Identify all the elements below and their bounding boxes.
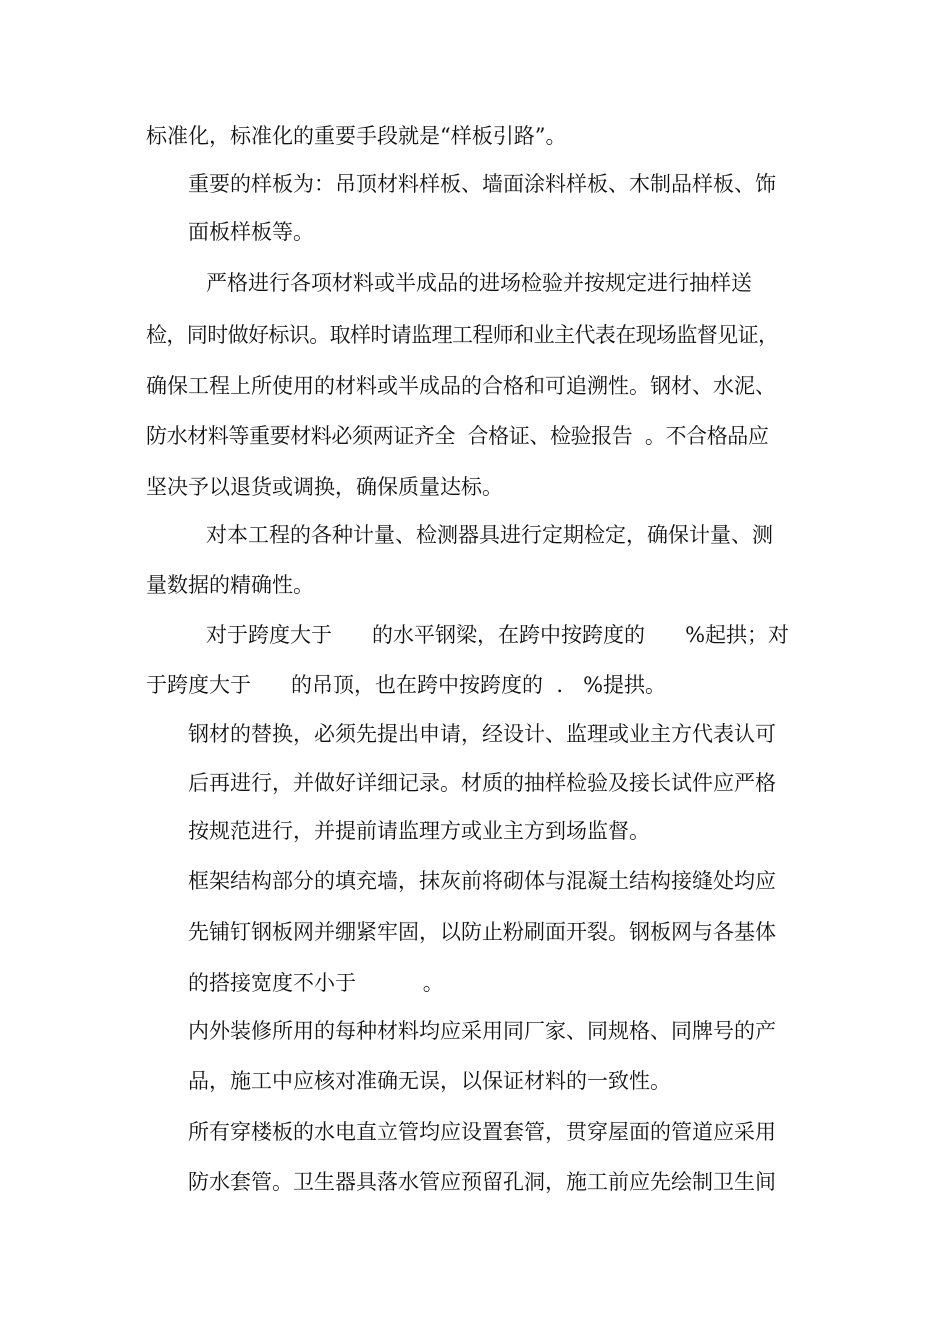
text-line: 后再进行，并做好详细记录。材质的抽样检验及接长试件应严格 [188,771,776,795]
text-line: 的搭接宽度不小于 。 [188,971,444,995]
text-line: 严格进行各项材料或半成品的进场检验并按规定进行抽样送 [206,271,752,295]
text-line: 对于跨度大于 的水平钢梁，在跨中按跨度的 %起拱；对 [206,623,790,647]
text-line: 防水套管。卫生器具落水管应预留孔洞，施工前应先绘制卫生间 [188,1170,776,1194]
text-line: 坚决予以退货或调换，确保质量达标。 [146,475,503,499]
text-line: 防水材料等重要材料必须两证齐全 合格证、检验报告 。不合格品应 [146,424,769,448]
text-line: 按规范进行，并提前请监理方或业主方到场监督。 [188,819,650,843]
text-line: 检，同时做好标识。取样时请监理工程师和业主代表在现场监督见证， [146,323,779,347]
text-line: 钢材的替换，必须先提出申请，经设计、监理或业主方代表认可 [188,722,776,746]
text-line: 先铺钉钢板网并绷紧牢固，以防止粉刷面开裂。钢板网与各基体 [188,920,776,944]
text-line: 重要的样板为：吊顶材料样板、墙面涂料样板、木制品样板、饰 [188,172,776,196]
text-line: 所有穿楼板的水电直立管均应设置套管，贯穿屋面的管道应采用 [188,1120,776,1144]
text-line: 品，施工中应核对准确无误，以保证材料的一致性。 [188,1069,671,1093]
text-line: 内外装修所用的每种材料均应采用同厂家、同规格、同牌号的产 [188,1019,776,1043]
text-line: 面板样板等。 [188,220,314,244]
text-line: 框架结构部分的填充墙，抹灰前将砌体与混凝土结构接缝处均应 [188,869,776,893]
text-line: 量数据的精确性。 [146,573,314,597]
text-line: 标准化，标准化的重要手段就是“样板引路”。 [146,124,567,148]
text-line: 对本工程的各种计量、检测器具进行定期检定，确保计量、测 [206,523,773,547]
text-line: 确保工程上所使用的材料或半成品的合格和可追溯性。钢材、水泥、 [146,374,776,398]
text-line: 于跨度大于 的吊顶，也在跨中按跨度的 . %提拱。 [146,673,667,697]
